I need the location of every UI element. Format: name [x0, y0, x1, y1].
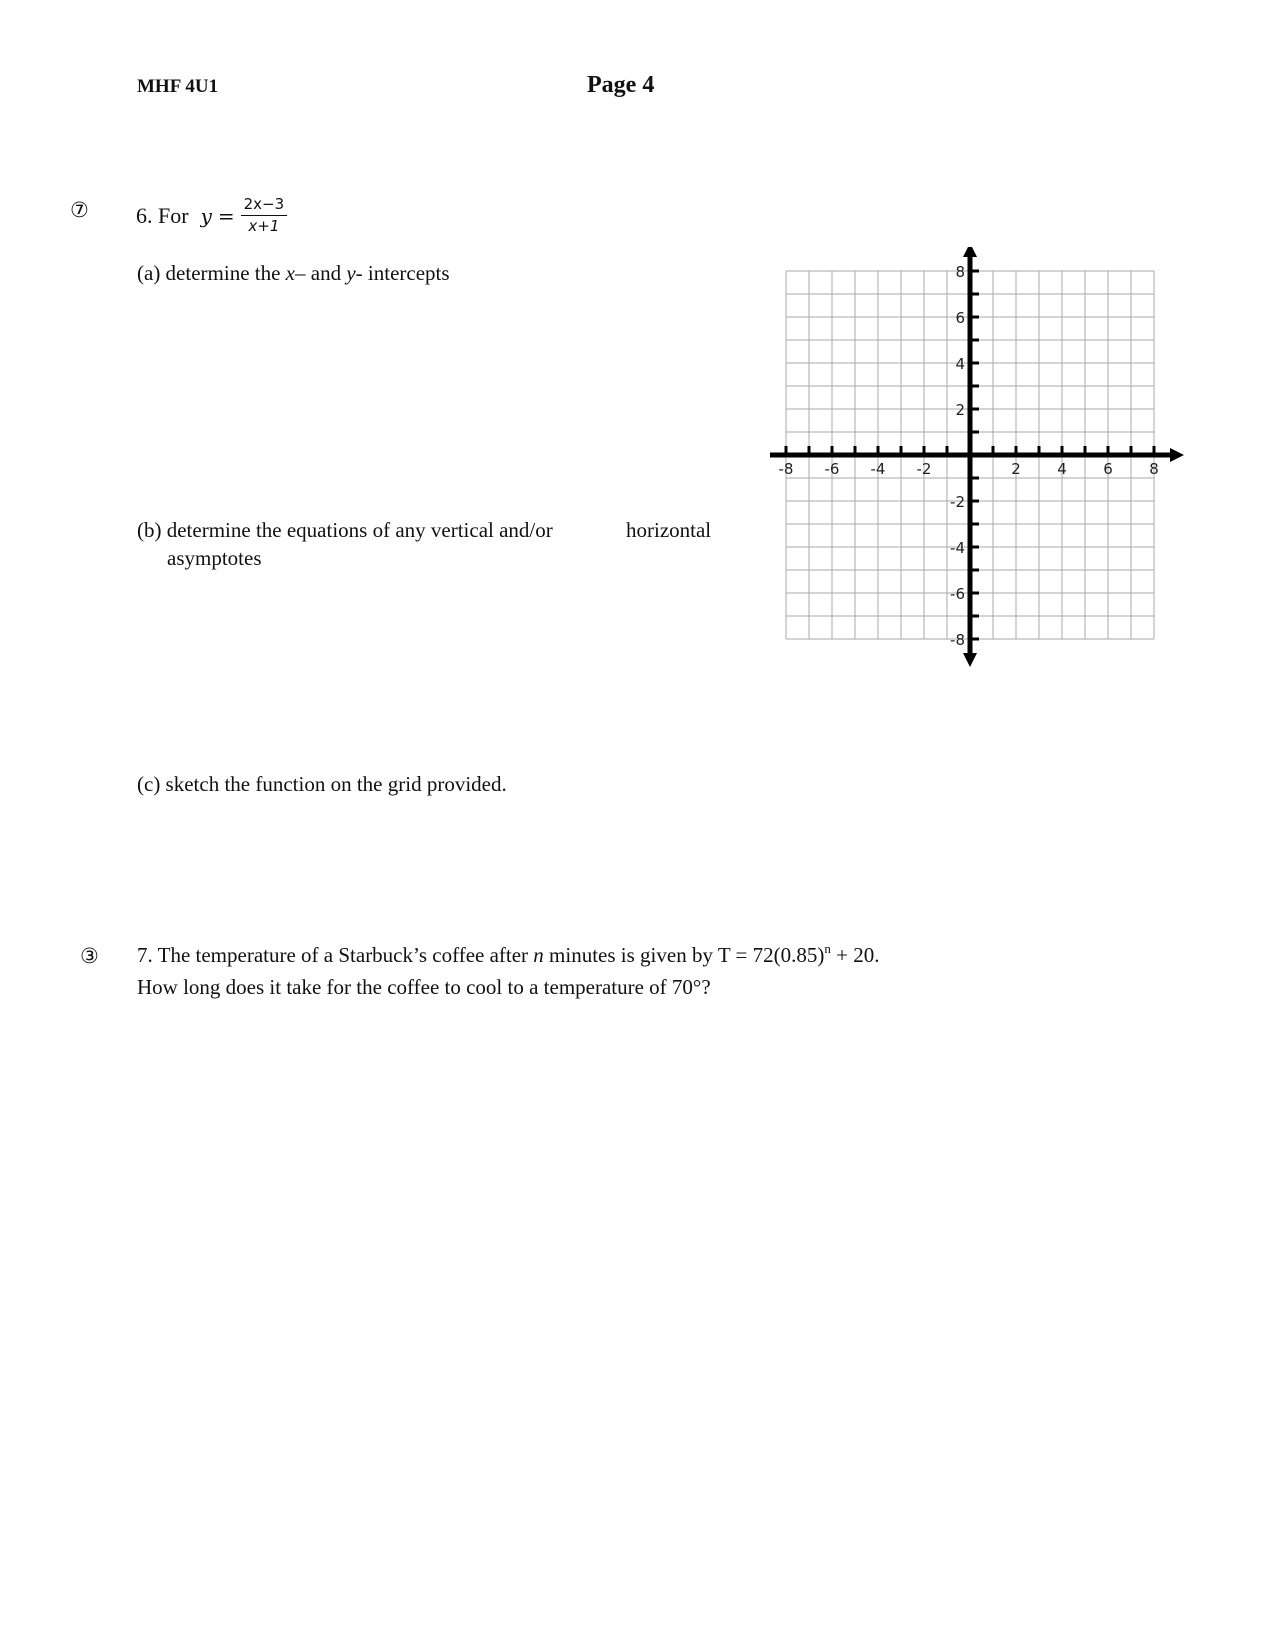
part-a-x: x — [285, 261, 295, 285]
question6-part-a — [137, 261, 450, 286]
x-tick-label: 4 — [1057, 460, 1067, 478]
equation-equals: = — [217, 203, 235, 228]
question6-marks: ⑦ — [70, 198, 89, 222]
x-tick-label: -4 — [870, 460, 886, 478]
equation-y: y — [200, 203, 212, 228]
fraction-numerator: 2x−3 — [241, 196, 288, 216]
question7-marks: ③ — [80, 944, 99, 968]
y-tick-label: -8 — [950, 631, 965, 649]
question7-line2: How long does it take for the coffee to cool to a temperature of 70°? — [137, 975, 711, 999]
coordinate-grid[interactable] — [770, 247, 1195, 677]
question6-part-b-line1: (b) determine the equations of any vertical and/or — [137, 518, 553, 542]
q7-text-pre: 7. The temperature of a Starbuck’s coffee after — [137, 943, 534, 967]
coordinate-grid-svg[interactable] — [770, 247, 1195, 677]
q7-var-n: n — [533, 943, 544, 967]
q7-exponent: n — [824, 941, 831, 956]
part-a-text-post: - intercepts — [355, 261, 450, 285]
question6-prefix: 6. For — [136, 202, 189, 228]
x-tick-label: -6 — [824, 460, 840, 478]
y-tick-label: 8 — [955, 263, 965, 281]
x-tick-label: 6 — [1103, 460, 1113, 478]
x-tick-label: 2 — [1011, 460, 1021, 478]
course-code: MHF 4U1 — [137, 76, 219, 97]
equation-fraction — [241, 196, 288, 236]
fraction-denominator: x+1 — [248, 217, 280, 236]
x-axis-right-arrow-icon — [1170, 448, 1184, 462]
y-tick-label: 4 — [955, 355, 965, 373]
y-axis-up-arrow-icon — [963, 247, 977, 257]
question6-equation — [201, 196, 288, 236]
x-tick-label: -8 — [778, 460, 794, 478]
y-tick-label: -6 — [950, 585, 965, 603]
part-a-y: y — [346, 261, 356, 285]
x-tick-label: -2 — [916, 460, 932, 478]
y-tick-label: 2 — [955, 401, 965, 419]
question7-line1 — [137, 943, 879, 968]
y-tick-label: 6 — [955, 309, 965, 327]
question6-part-b-horizontal: horizontal — [626, 518, 712, 542]
part-a-text-pre: (a) determine the — [137, 261, 286, 285]
y-tick-label: -4 — [950, 539, 965, 557]
question6-part-c: (c) sketch the function on the grid provided. — [137, 772, 507, 796]
page-number: Page 4 — [587, 72, 655, 98]
x-tick-label: 8 — [1149, 460, 1159, 478]
q7-text-post: + 20. — [830, 943, 880, 967]
part-a-text-mid: – and — [295, 261, 347, 285]
question6-stem — [136, 196, 287, 236]
q7-text-mid: minutes is given by T = 72(0.85) — [543, 943, 825, 967]
question6-part-b-line2: asymptotes — [167, 546, 262, 570]
y-tick-label: -2 — [950, 493, 965, 511]
y-axis-down-arrow-icon — [963, 653, 977, 667]
